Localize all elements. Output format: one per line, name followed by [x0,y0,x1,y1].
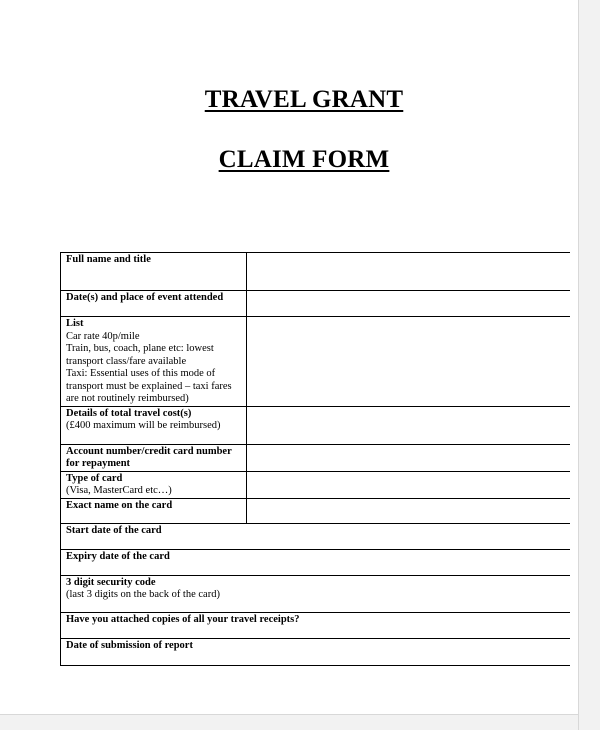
table-row [61,549,571,575]
row-label-start-date[interactable]: Start date of the card [61,523,571,549]
table-row [61,406,571,444]
row-label-submission-date[interactable]: Date of submission of report [61,638,571,665]
table-row [61,575,571,612]
table-row [61,291,571,317]
card-type-hint: (Visa, MasterCard etc…) [66,485,172,496]
row-label-receipts[interactable]: Have you attached copies of all your travel receipts? [61,612,571,638]
row-label-card-name: Exact name on the card [61,498,247,523]
row-label-card-type: Type of card (Visa, MasterCard etc…) [61,471,247,498]
row-label-full-name: Full name and title [61,253,247,291]
max-reimbursed-text: (£400 maximum will be reimbursed) [66,420,221,431]
event-dates-field[interactable] [247,291,571,317]
vertical-scrollbar[interactable] [578,0,600,730]
table-row [61,523,571,549]
table-row [61,317,571,407]
horizontal-scrollbar[interactable] [0,714,578,730]
train-bus-text: Train, bus, coach, plane etc: lowest transport class/fare available [66,343,214,367]
claim-form-table [60,252,570,666]
row-label-event-dates: Date(s) and place of event attended [61,291,247,317]
list-field[interactable] [247,317,571,407]
form-title-line2: CLAIM FORM [218,146,390,173]
security-code-hint: (last 3 digits on the back of the card) [66,589,220,600]
table-row [61,638,571,665]
row-label-travel-cost: Details of total travel cost(s) (£400 maximum will be reimbursed) [61,406,247,444]
card-name-field[interactable] [247,498,571,523]
car-rate-text: Car rate 40p/mile [66,330,140,342]
row-label-expiry-date[interactable]: Expiry date of the card [61,549,571,575]
table-row [61,612,571,638]
taxi-text: Taxi: Essential uses of this mode of transport must be explained – taxi fares are not routinely reimbursed) [66,368,232,404]
card-type-field[interactable] [247,471,571,498]
travel-cost-field[interactable] [247,406,571,444]
table-row [61,253,571,291]
full-name-field[interactable] [247,253,571,291]
row-label-list: List Car rate 40p/mile Train, bus, coach, plane etc: lowest transport class/fare available Taxi: Essential uses of this mode of transport must be explained – taxi fares are not routinely reimbursed) [61,317,247,407]
table-row [61,444,571,471]
form-title-line1: TRAVEL GRANT [204,86,404,113]
table-row [61,498,571,523]
table-row [61,471,571,498]
row-label-security-code[interactable]: 3 digit security code (last 3 digits on the back of the card) [61,575,571,612]
account-number-field[interactable] [247,444,571,471]
row-label-account-number: Account number/credit card number for repayment [61,444,247,471]
